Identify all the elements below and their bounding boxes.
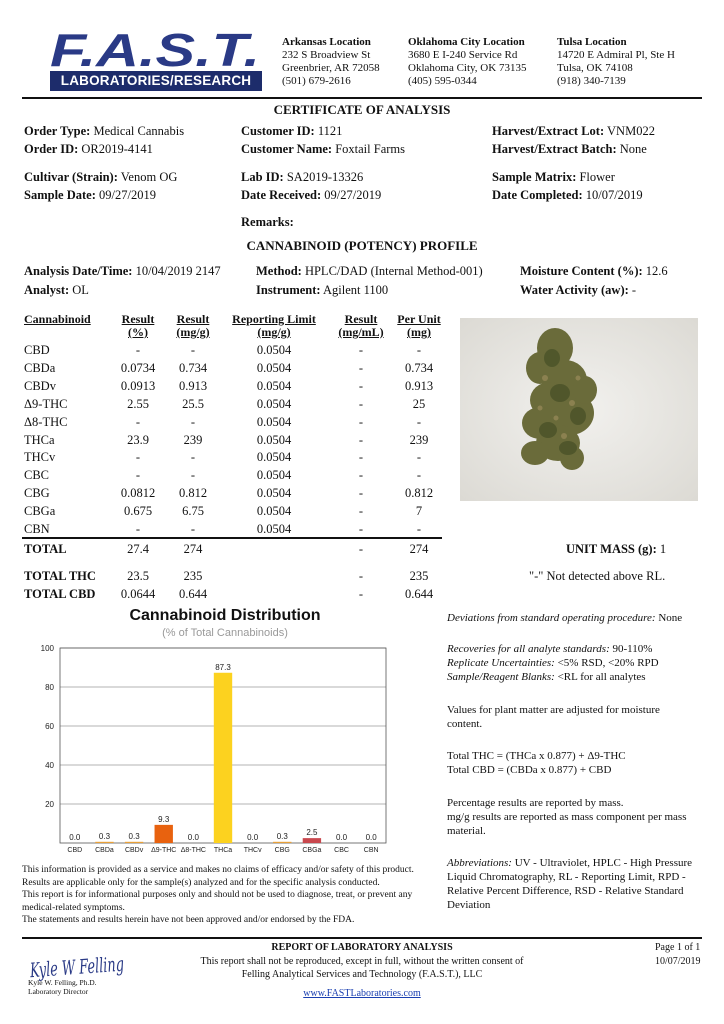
okc-location [408,36,526,88]
total-thc-mg: 235 [183,569,203,583]
bar-THCa [214,673,232,843]
profile-title: CANNABINOID (POTENCY) PROFILE [246,238,478,253]
bar-CBDv [125,842,143,843]
total-cbd-pct: 0.0644 [120,587,156,601]
y-tick-label: 100 [40,644,54,653]
cell-ml: - [358,343,364,357]
cell-unit: - [416,414,422,429]
bar-CBG [273,842,291,843]
cannabinoid-distribution-chart [30,640,400,856]
cell-name: Δ9-THC [24,396,68,411]
cell-unit: - [416,343,422,357]
x-tick-label: THCa [213,847,233,854]
cell-name: Δ8-THC [24,414,68,429]
total-thc-label: TOTAL THC [24,569,96,583]
col-result-mg: Result (mg/g) [176,312,210,339]
harvest-batch: Harvest/Extract Batch: None [492,142,647,156]
total-label: TOTAL [24,542,67,556]
blanks-note: Sample/Reagent Blanks: <RL for all analytes [447,671,646,683]
customer-id: Customer ID: 1121 [241,124,343,138]
col-reporting-limit: Reporting Limit (mg/g) [232,312,316,339]
mgg-note: mg/g results are reported as mass component per mass material. [447,811,687,837]
total-ml: - [358,542,364,556]
sample-date: Sample Date: 09/27/2019 [24,188,156,202]
customer-name: Customer Name: Foxtail Farms [241,142,405,156]
bar-CBGa [303,838,321,843]
total-cbd-unit: 0.644 [404,587,434,601]
cell-pct: - [135,343,141,357]
data-label: 0.3 [276,831,288,841]
footer-date: 10/07/2019 [655,956,701,967]
location-line1: 14720 E Admiral Pl, Ste H [557,49,675,61]
instrument: Instrument: Agilent 1100 [256,283,389,297]
cell-unit: 0.812 [404,486,434,501]
x-tick-label: CBC [334,847,349,854]
cell-mg: - [190,522,196,536]
cell-rl: 0.0504 [256,522,292,536]
logo-subtitle: LABORATORIES/RESEARCH [50,71,262,91]
cell-name: CBC [24,468,50,483]
flower-image [460,318,698,501]
data-label: 0.0 [187,833,199,842]
date-received: Date Received: 09/27/2019 [241,188,382,202]
cell-ml: - [358,378,364,393]
location-title: Oklahoma City Location [408,36,525,48]
footer-line1: This report shall not be reproduced, except in full, without the written consent of [200,956,524,967]
totals-divider [22,537,442,539]
cell-ml: - [358,522,364,536]
data-label: 0.0 [247,833,259,842]
cell-unit: 239 [409,432,429,447]
remarks-label: Remarks: [241,215,294,229]
chart-title: Cannabinoid Distribution [129,607,321,624]
cell-ml: - [358,450,364,465]
cell-mg: - [190,450,196,465]
cell-rl: 0.0504 [256,343,292,357]
cell-pct: - [135,450,141,465]
cell-pct: 0.0734 [120,360,156,375]
cell-pct: 0.675 [123,504,153,519]
cell-pct: - [135,468,141,483]
cell-ml: - [358,468,364,483]
cell-unit: 0.913 [404,378,434,393]
total-thc-unit: 235 [409,569,429,583]
arkansas-location [282,36,380,88]
cell-mg: 0.913 [178,378,208,393]
x-tick-label: Δ8-THC [180,847,207,854]
cell-pct: - [135,522,141,536]
total-thc-ml: - [358,569,364,583]
sample-matrix: Sample Matrix: Flower [492,170,615,184]
y-tick-label: 40 [45,761,54,770]
cell-pct: 2.55 [127,396,149,411]
cell-mg: 0.812 [178,486,208,501]
not-detected-note: "-" Not detected above RL. [529,569,666,583]
y-tick-label: 80 [45,683,54,692]
analyst: Analyst: OL [24,283,89,297]
logo-wordmark [48,26,263,70]
cell-mg: 0.734 [178,360,208,375]
cell-ml: - [358,504,364,519]
x-tick-label: Δ9-THC [151,847,177,854]
signature-text: Kyle W Felling [29,948,136,983]
harvest-lot: Harvest/Extract Lot: VNM022 [492,124,655,138]
website-link[interactable]: www.FASTLaboratories.com [303,988,421,999]
data-label: 0.3 [98,831,111,841]
location-phone: (501) 679-2616 [282,75,351,87]
cell-mg: - [190,414,196,429]
cell-name: CBGa [24,504,56,519]
disclaimer: This information is provided as a service and makes no claims of efficacy and/or safety of this product. Results are applicable only for the sample(s) analyzed and for the specific analysis conducted. This report is for informational purposes only and should not be used to diagnose, treat, or prevent any medical-related symptoms. The statements and results herein have not been approved and/or endorsed by the FDA. [22,865,414,925]
cell-ml: - [358,486,364,501]
logo-text: F.A.S.T. [50,26,260,70]
data-label: 0.3 [128,831,140,841]
y-tick-label: 60 [45,722,54,731]
bar-Δ9-THC [155,825,173,843]
total-cbd-mg: 0.644 [178,587,208,601]
signer-info: Kyle W. Felling, Ph.D. Laboratory Director [28,978,97,996]
cell-ml: - [358,360,364,375]
col-per-unit: Per Unit (mg) [397,312,441,339]
cell-name: CBG [24,486,50,501]
cell-unit: - [416,468,422,483]
cell-ml: - [358,414,364,429]
chart-subtitle: (% of Total Cannabinoids) [162,627,288,639]
data-label: 87.3 [215,662,231,672]
x-tick-label: CBGa [302,847,322,854]
data-label: 9.3 [158,814,170,824]
header-divider [22,97,702,99]
deviations-note: Deviations from standard operating procedure: None [447,612,683,624]
cell-name: CBDv [24,378,56,393]
moisture-note: Values for plant matter are adjusted for moisture content. [447,704,660,730]
cell-unit: - [416,522,422,536]
cell-mg: - [190,468,196,483]
cell-pct: 0.0913 [120,378,156,393]
cell-rl: 0.0504 [256,396,292,411]
order-type: Order Type: Medical Cannabis [24,124,185,138]
total-cbd-label: TOTAL CBD [24,587,96,601]
cell-rl: 0.0504 [256,378,292,393]
y-tick-label: 20 [45,800,54,809]
page-number: Page 1 of 1 [655,942,701,953]
x-tick-label: THCv [243,847,262,854]
total-thc-formula: Total THC = (THCa x 0.877) + Δ9-THC [447,750,626,762]
cell-rl: 0.0504 [256,486,292,501]
data-label: 2.5 [306,828,318,838]
cell-mg: - [190,343,196,357]
col-result-ml: Result (mg/mL) [338,312,384,339]
date-completed: Date Completed: 10/07/2019 [492,188,643,202]
cell-unit: 25 [412,396,426,411]
cell-rl: 0.0504 [256,450,292,465]
location-title: Arkansas Location [282,36,371,48]
location-phone: (405) 595-0344 [408,75,477,87]
cell-mg: 239 [183,432,203,447]
lab-id: Lab ID: SA2019-13326 [241,170,364,184]
footer-line2: Felling Analytical Services and Technology (F.A.S.T.), LLC [241,969,483,980]
cell-name: THCa [24,432,55,447]
cell-name: THCv [24,450,56,465]
x-tick-label: CBDv [124,847,144,854]
x-tick-label: CBD [67,847,83,854]
cell-pct: 23.9 [127,432,149,447]
location-line1: 3680 E I-240 Service Rd [408,49,518,61]
cell-unit: 7 [415,504,423,519]
location-line2: Oklahoma City, OK 73135 [408,62,527,74]
cell-mg: 6.75 [182,504,204,519]
water-activity: Water Activity (aw): - [520,283,637,297]
cell-rl: 0.0504 [256,504,292,519]
cell-rl: 0.0504 [256,468,292,483]
total-cbd-formula: Total CBD = (CBDa x 0.877) + CBD [447,764,612,776]
cell-mg: 25.5 [182,396,204,411]
location-line2: Tulsa, OK 74108 [557,62,633,74]
cell-rl: 0.0504 [256,414,292,429]
recoveries-note: Recoveries for all analyte standards: 90-110% [447,643,653,655]
moisture-content: Moisture Content (%): 12.6 [520,264,668,278]
x-tick-label: CBDa [95,847,114,854]
certificate-title: CERTIFICATE OF ANALYSIS [273,102,451,117]
cultivar: Cultivar (Strain): Venom OG [24,170,178,184]
cell-unit: - [416,450,422,465]
sample-photo [460,318,698,501]
cell-ml: - [358,396,364,411]
data-label: 0.0 [365,833,377,842]
total-mg: 274 [183,542,203,556]
percentage-note: Percentage results are reported by mass. [447,797,624,809]
location-line1: 232 S Broadview St [282,49,371,61]
cell-pct: 0.0812 [120,486,156,501]
cell-name: CBN [24,522,50,536]
cell-ml: - [358,432,364,447]
abbreviations-note: Abbreviations: UV - Ultraviolet, HPLC - High Pressure Liquid Chromatography, RL - Reporting Limit, RPD - Relative Percent Difference, RSD - Relative Standard Deviation [447,857,693,911]
location-title: Tulsa Location [557,36,627,48]
method: Method: HPLC/DAD (Internal Method-001) [256,264,483,278]
col-result-pct: Result (%) [121,312,155,339]
location-line2: Greenbrier, AR 72058 [282,62,380,74]
tulsa-location [557,36,675,88]
cell-name: CBDa [24,360,56,375]
cell-name: CBD [24,343,50,357]
cell-pct: - [135,414,141,429]
cell-rl: 0.0504 [256,360,292,375]
analysis-date: Analysis Date/Time: 10/04/2019 2147 [24,264,221,278]
total-thc-pct: 23.5 [127,569,149,583]
bar-CBDa [95,842,113,843]
unit-mass: UNIT MASS (g): 1 [566,542,667,556]
total-cbd-ml: - [358,587,364,601]
footer-divider [22,937,702,939]
cell-rl: 0.0504 [256,432,292,447]
cell-unit: 0.734 [404,360,434,375]
col-cannabinoid: Cannabinoid [24,312,91,326]
data-label: 0.0 [69,833,81,842]
x-tick-label: CBG [274,847,290,854]
replicate-note: Replicate Uncertainties: <5% RSD, <20% RPD [447,657,659,669]
data-label: 0.0 [335,833,348,842]
order-id: Order ID: OR2019-4141 [24,142,153,156]
location-phone: (918) 340-7139 [557,75,626,87]
total-pct: 27.4 [127,542,149,556]
report-title: REPORT OF LABORATORY ANALYSIS [271,942,453,953]
total-unit: 274 [409,542,429,556]
x-tick-label: CBN [363,847,379,854]
